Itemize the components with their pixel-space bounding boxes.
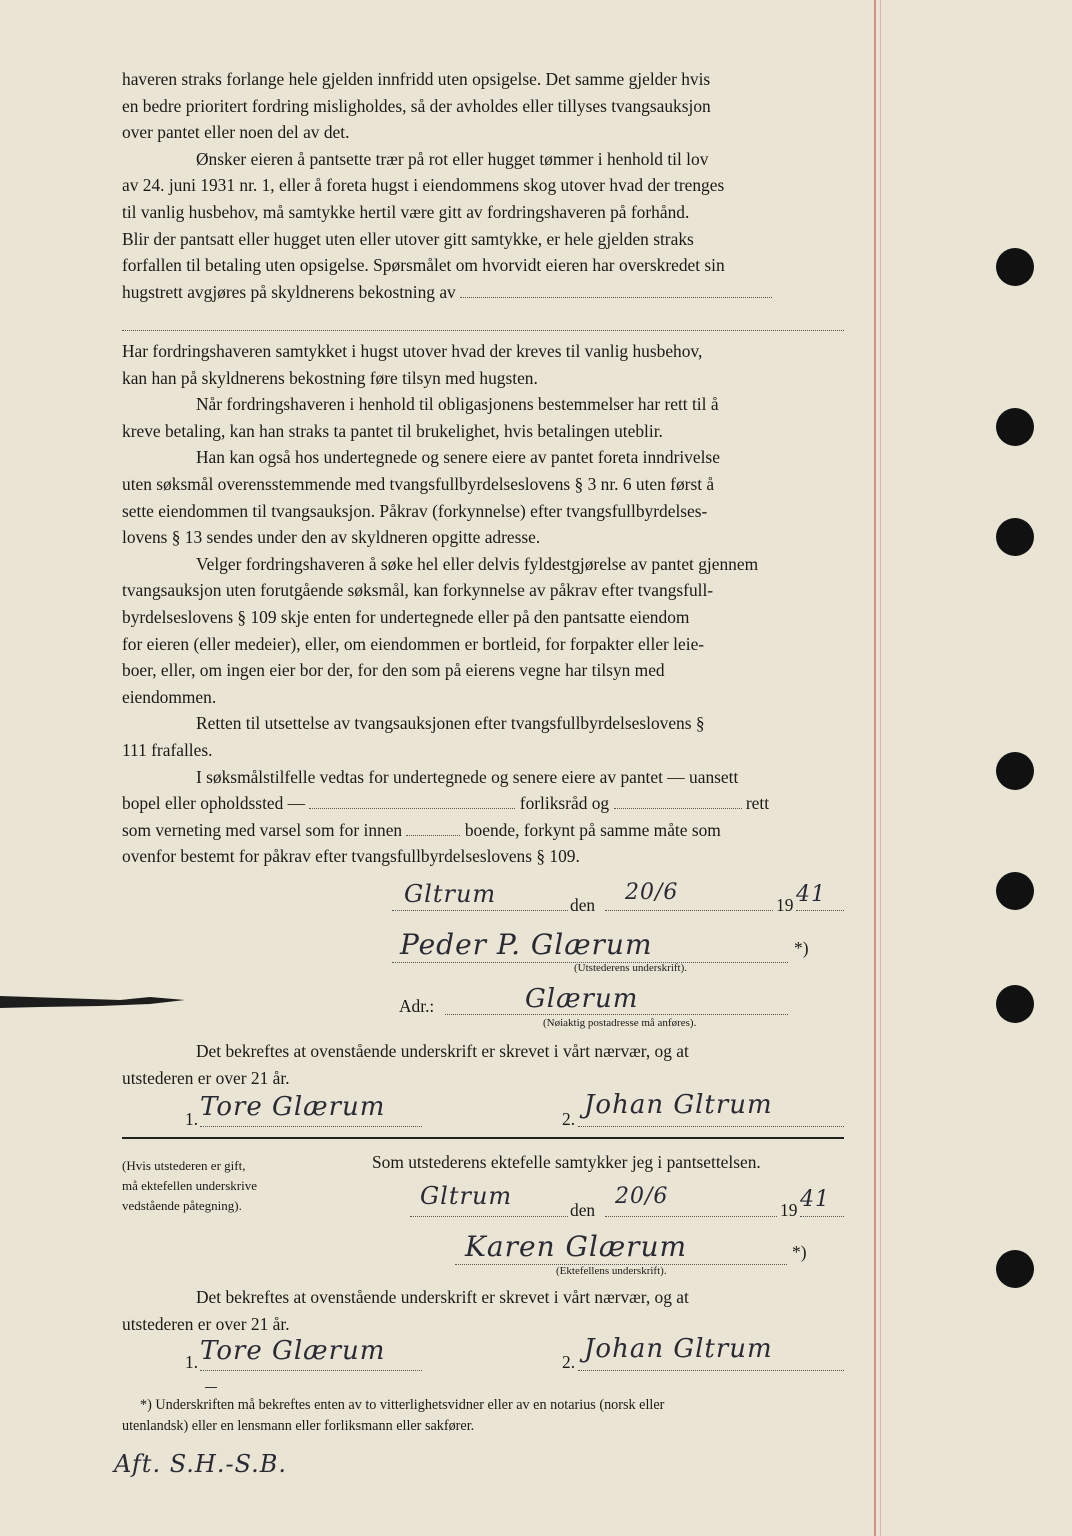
note-line: (Hvis utstederen er gift, <box>122 1158 246 1173</box>
note-line: vedstående påtegning). <box>122 1198 242 1213</box>
binder-hole <box>996 752 1034 790</box>
den-label: den <box>570 1200 596 1220</box>
address-line <box>445 1014 788 1015</box>
footnote-line: utenlandsk) eller en lensmann eller forliksmann eller sakfører. <box>122 1418 475 1434</box>
handwritten-witness-2: Johan Gltrum <box>584 1090 773 1120</box>
text-line <box>122 790 844 817</box>
date-fill-line <box>605 910 773 911</box>
spouse-note <box>122 1156 257 1216</box>
section-divider <box>122 1137 844 1139</box>
signature-caption: (Utstederens underskrift). <box>574 962 688 974</box>
handwritten-date: 20/6 <box>615 1184 669 1209</box>
handwritten-signature: Karen Glærum <box>465 1230 688 1263</box>
text-fragment: hugstrett avgjøres på skyldnerens bekostning av <box>122 281 456 302</box>
year-prefix: 19 <box>776 895 794 915</box>
year-prefix: 19 <box>780 1200 798 1220</box>
handwritten-year: 41 <box>800 1187 830 1212</box>
text-line: Han kan også hos undertegnede og senere eiere av pantet foreta inndrivelse <box>196 447 720 468</box>
footnote-rule <box>205 1387 217 1388</box>
text-line: Har fordringshaveren samtykket i hugst utover hvad der kreves til vanlig husbehov, <box>122 341 703 361</box>
binder-hole <box>996 408 1034 446</box>
margin-red-line-secondary <box>880 0 881 1536</box>
text-line: for eieren (eller medeier), eller, om eiendommen er bortleid, for forpakter eller leie- <box>122 633 705 654</box>
text-line: utstederen er over 21 år. <box>122 1067 290 1088</box>
text-line: Ønsker eieren å pantsette trær på rot eller hugget tømmer i henhold til lov <box>196 148 709 169</box>
witness-statement-2 <box>122 1284 844 1337</box>
text-line: 111 frafalles. <box>122 739 213 760</box>
text-line: uten søksmål overensstemmende med tvangsfullbyrdelseslovens § 3 nr. 6 uten først å <box>122 473 715 494</box>
text-line: Velger fordringshaveren å søke hel eller delvis fyldestgjørelse av pantet gjennem <box>196 553 759 574</box>
text-line: Retten til utsettelse av tvangsauksjonen efter tvangsfullbyrdelseslovens § <box>196 713 705 734</box>
text-fragment: som verneting med varsel som for innen <box>122 819 403 840</box>
place-fill-line <box>392 910 568 911</box>
blank-fill-line <box>309 808 515 809</box>
text-line: lovens § 13 sendes under den av skyldneren opgitte adresse. <box>122 527 541 548</box>
text-line: kreve betaling, kan han straks ta pantet til brukelighet, hvis betalingen uteblir. <box>122 420 663 441</box>
footnote-marker: *) <box>794 938 809 958</box>
text-line: av 24. juni 1931 nr. 1, eller å foreta hugst i eiendommens skog utover hvad der trenges <box>122 175 725 196</box>
handwritten-date: 20/6 <box>625 880 679 905</box>
text-line <box>122 817 844 844</box>
paper-tear-mark <box>0 988 190 1014</box>
text-line: Blir der pantsatt eller hugget uten eller utover gitt samtykke, er hele gjelden straks <box>122 228 694 249</box>
address-caption: (Nøiaktig postadresse må anføres). <box>543 1017 697 1029</box>
text-line: forfallen til betaling uten opsigelse. Spørsmålet om hvorvidt eieren har overskredet sin <box>122 255 725 276</box>
text-line: Når fordringshaveren i henhold til obligasjonens bestemmelser har rett til å <box>196 394 719 415</box>
witness-line <box>578 1126 844 1127</box>
handwritten-signature: Peder P. Glærum <box>400 928 653 961</box>
year-fill-line <box>796 910 844 911</box>
blank-fill-line <box>460 297 772 298</box>
spouse-consent: Som utstederens ektefelle samtykker jeg i pantsettelsen. <box>372 1152 761 1172</box>
blank-fill-line <box>122 330 844 331</box>
text-line: Det bekreftes at ovenstående underskrift er skrevet i vårt nærvær, og at <box>196 1041 689 1061</box>
witness-number: 2. <box>562 1352 576 1372</box>
text-fragment: forliksråd og <box>519 793 610 814</box>
binder-hole <box>996 872 1034 910</box>
paragraph-1 <box>122 66 844 305</box>
footnote-line: *) Underskriften må bekreftes enten av to vitterlighetsvidner eller av en notarius (norsk eller <box>140 1397 665 1413</box>
margin-red-line <box>874 0 876 1536</box>
text-line: tvangsauksjon uten forutgående søksmål, kan forkynnelse av påkrav efter tvangsfull- <box>122 580 714 601</box>
text-line: en bedre prioritert fordring misligholdes, så der avholdes eller tillyses tvangsauksjon <box>122 95 711 116</box>
text-line: sette eiendommen til tvangsauksjon. Påkrav (forkynnelse) efter tvangsfullbyrdelses- <box>122 500 708 521</box>
witness-line <box>200 1370 422 1371</box>
den-label: den <box>570 895 596 915</box>
text-line: kan han på skyldnerens bekostning føre tilsyn med hugsten. <box>122 367 538 388</box>
signature-caption: (Ektefellens underskrift). <box>556 1265 667 1277</box>
witness-statement-1 <box>122 1038 844 1091</box>
text-line: haveren straks forlange hele gjelden innfridd uten opsigelse. Det samme gjelder hvis <box>122 69 711 89</box>
handwritten-place: Gltrum <box>404 880 497 908</box>
witness-number: 1. <box>185 1109 199 1129</box>
handwritten-witness-1: Tore Glærum <box>200 1092 386 1122</box>
text-line: til vanlig husbehov, må samtykke hertil være gitt av fordringshaveren på forhånd. <box>122 201 690 222</box>
address-label: Adr.: <box>399 996 435 1016</box>
text-line: over pantet eller noen del av det. <box>122 122 350 143</box>
note-line: må ektefellen underskrive <box>122 1178 257 1193</box>
witness-number: 1. <box>185 1352 199 1372</box>
binder-hole <box>996 985 1034 1023</box>
witness-number: 2. <box>562 1109 576 1129</box>
text-line <box>122 279 844 306</box>
text-line: Det bekreftes at ovenstående underskrift er skrevet i vårt nærvær, og at <box>196 1287 689 1307</box>
binder-hole <box>996 248 1034 286</box>
handwritten-address: Glærum <box>525 984 639 1014</box>
handwritten-witness-2: Johan Gltrum <box>584 1334 773 1364</box>
witness-line <box>200 1126 422 1127</box>
text-line: I søksmålstilfelle vedtas for undertegnede og senere eiere av pantet — uansett <box>196 766 739 787</box>
handwritten-witness-1: Tore Glærum <box>200 1336 386 1366</box>
text-line: boer, eller, om ingen eier bor der, for den som på eierens vegne har tilsyn med <box>122 660 665 681</box>
witness-line <box>578 1370 844 1371</box>
handwritten-margin-note: Aft. S.H.-S.B. <box>114 1450 288 1478</box>
text-fragment: boende, forkynt på samme måte som <box>464 819 721 840</box>
place-fill-line <box>410 1216 568 1217</box>
date-fill-line <box>605 1216 777 1217</box>
text-line: byrdelseslovens § 109 skje enten for undertegnede eller på den pantsatte eiendom <box>122 606 690 627</box>
text-fragment: rett <box>745 793 770 814</box>
handwritten-place: Gltrum <box>420 1182 513 1210</box>
handwritten-year: 41 <box>796 882 826 907</box>
text-fragment: bopel eller opholdssted — <box>122 793 306 814</box>
blank-fill-line <box>406 835 460 836</box>
binder-hole <box>996 518 1034 556</box>
text-line: eiendommen. <box>122 686 217 707</box>
text-line: utstederen er over 21 år. <box>122 1313 290 1334</box>
year-fill-line <box>800 1216 844 1217</box>
footnote-marker: *) <box>792 1242 807 1262</box>
blank-fill-line <box>614 808 742 809</box>
footnote <box>122 1395 846 1437</box>
paragraph-3 <box>122 338 844 870</box>
binder-hole <box>996 1250 1034 1288</box>
text-line: ovenfor bestemt for påkrav efter tvangsfullbyrdelseslovens § 109. <box>122 846 580 867</box>
